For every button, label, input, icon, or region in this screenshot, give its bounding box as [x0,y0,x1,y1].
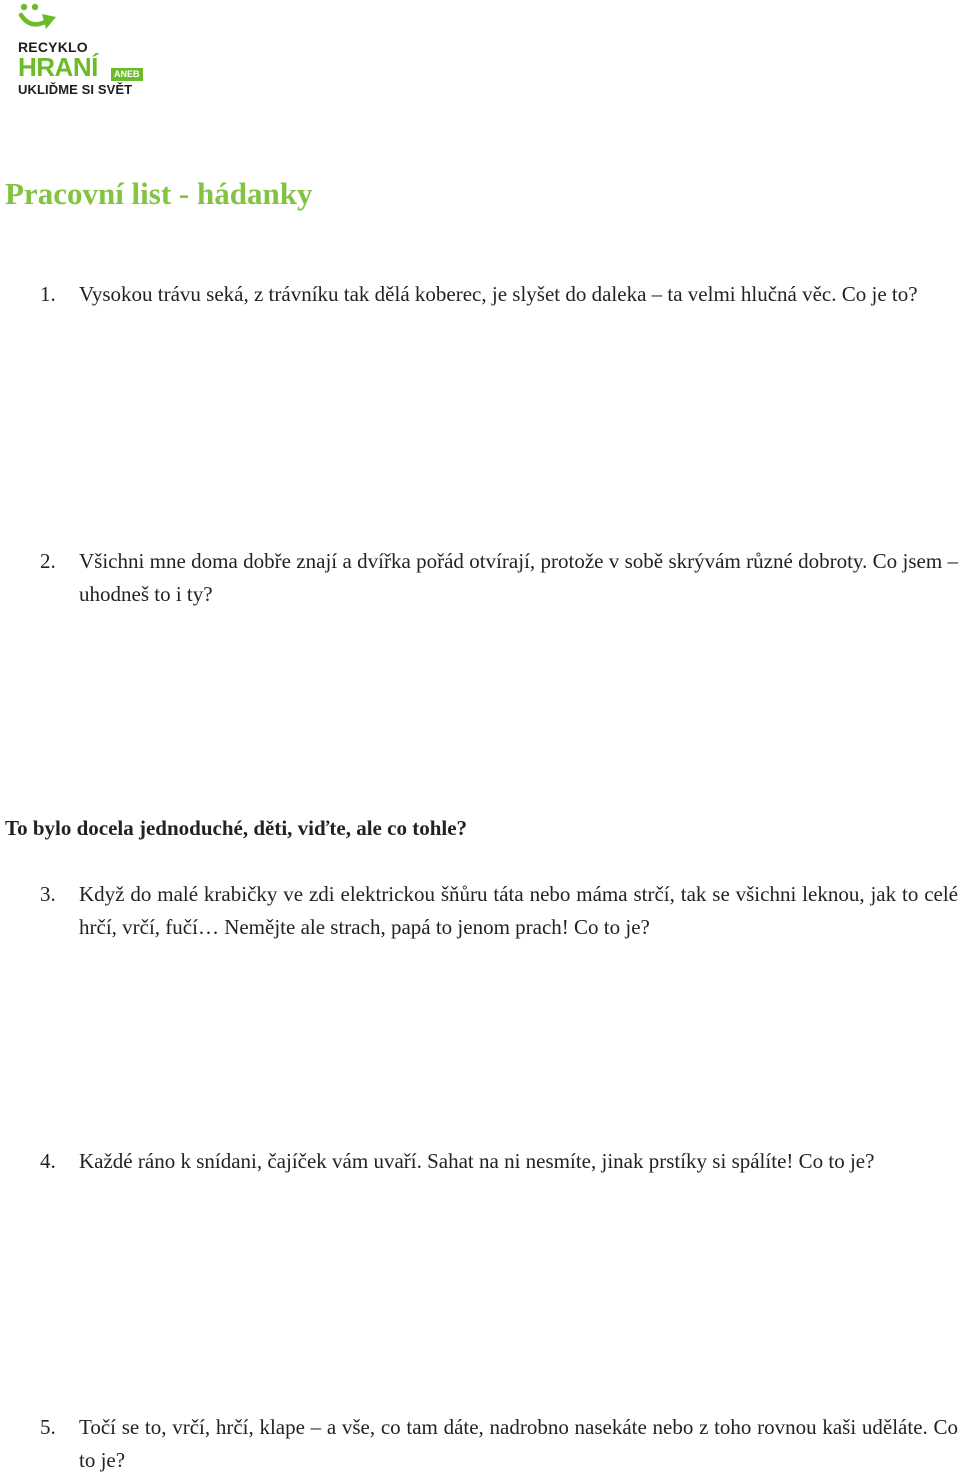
riddle-number: 4. [40,1149,56,1173]
riddle-number: 1. [40,282,56,306]
recycle-smile-icon [18,2,58,36]
riddle-text: Vysokou trávu seká, z trávníku tak dělá koberec, je slyšet do daleka – ta velmi hlučná věc. Co je to? [79,282,918,306]
logo-line-uklidme: UKLIĎME SI SVĚT [18,82,133,97]
riddle-1 [40,278,958,311]
logo-line-hrani: HRANÍ [18,52,98,82]
riddle-text: Točí se to, vrčí, hrčí, klape – a vše, co tam dáte, nadrobno nasekáte nebo z toho rovnou kaši uděláte. Co to je? [79,1415,958,1472]
riddle-text: Všichni mne doma dobře znají a dvířka pořád otvírají, protože v sobě skrývám různé dobroty. Co jsem – uhodneš to i ty? [79,549,958,606]
riddle-3 [40,878,958,944]
riddle-4 [40,1145,958,1178]
riddle-number: 3. [40,882,56,906]
recyklohrani-logo [18,2,148,98]
riddle-number: 2. [40,549,56,573]
logo-line-recyklo: RECYKLO [18,39,88,55]
logo-badge-aneb: ANEB [111,68,143,81]
interlude-text: To bylo docela jednoduché, děti, viďte, ale co tohle? [5,816,468,840]
riddle-text: Když do malé krabičky ve zdi elektrickou šňůru táta nebo máma strčí, tak se všichni leknou, jak to celé hrčí, vrčí, fučí… Nemějte ale strach, papá to jenom prach! Co to je? [79,882,958,939]
page-title: Pracovní list - hádanky [5,176,313,211]
riddle-text: Každé ráno k snídani, čajíček vám uvaří. Sahat na ni nesmíte, jinak prstíky si spálíte! Co to je? [79,1149,875,1173]
riddle-5 [40,1411,958,1477]
riddle-2 [40,545,958,611]
riddle-number: 5. [40,1415,56,1439]
